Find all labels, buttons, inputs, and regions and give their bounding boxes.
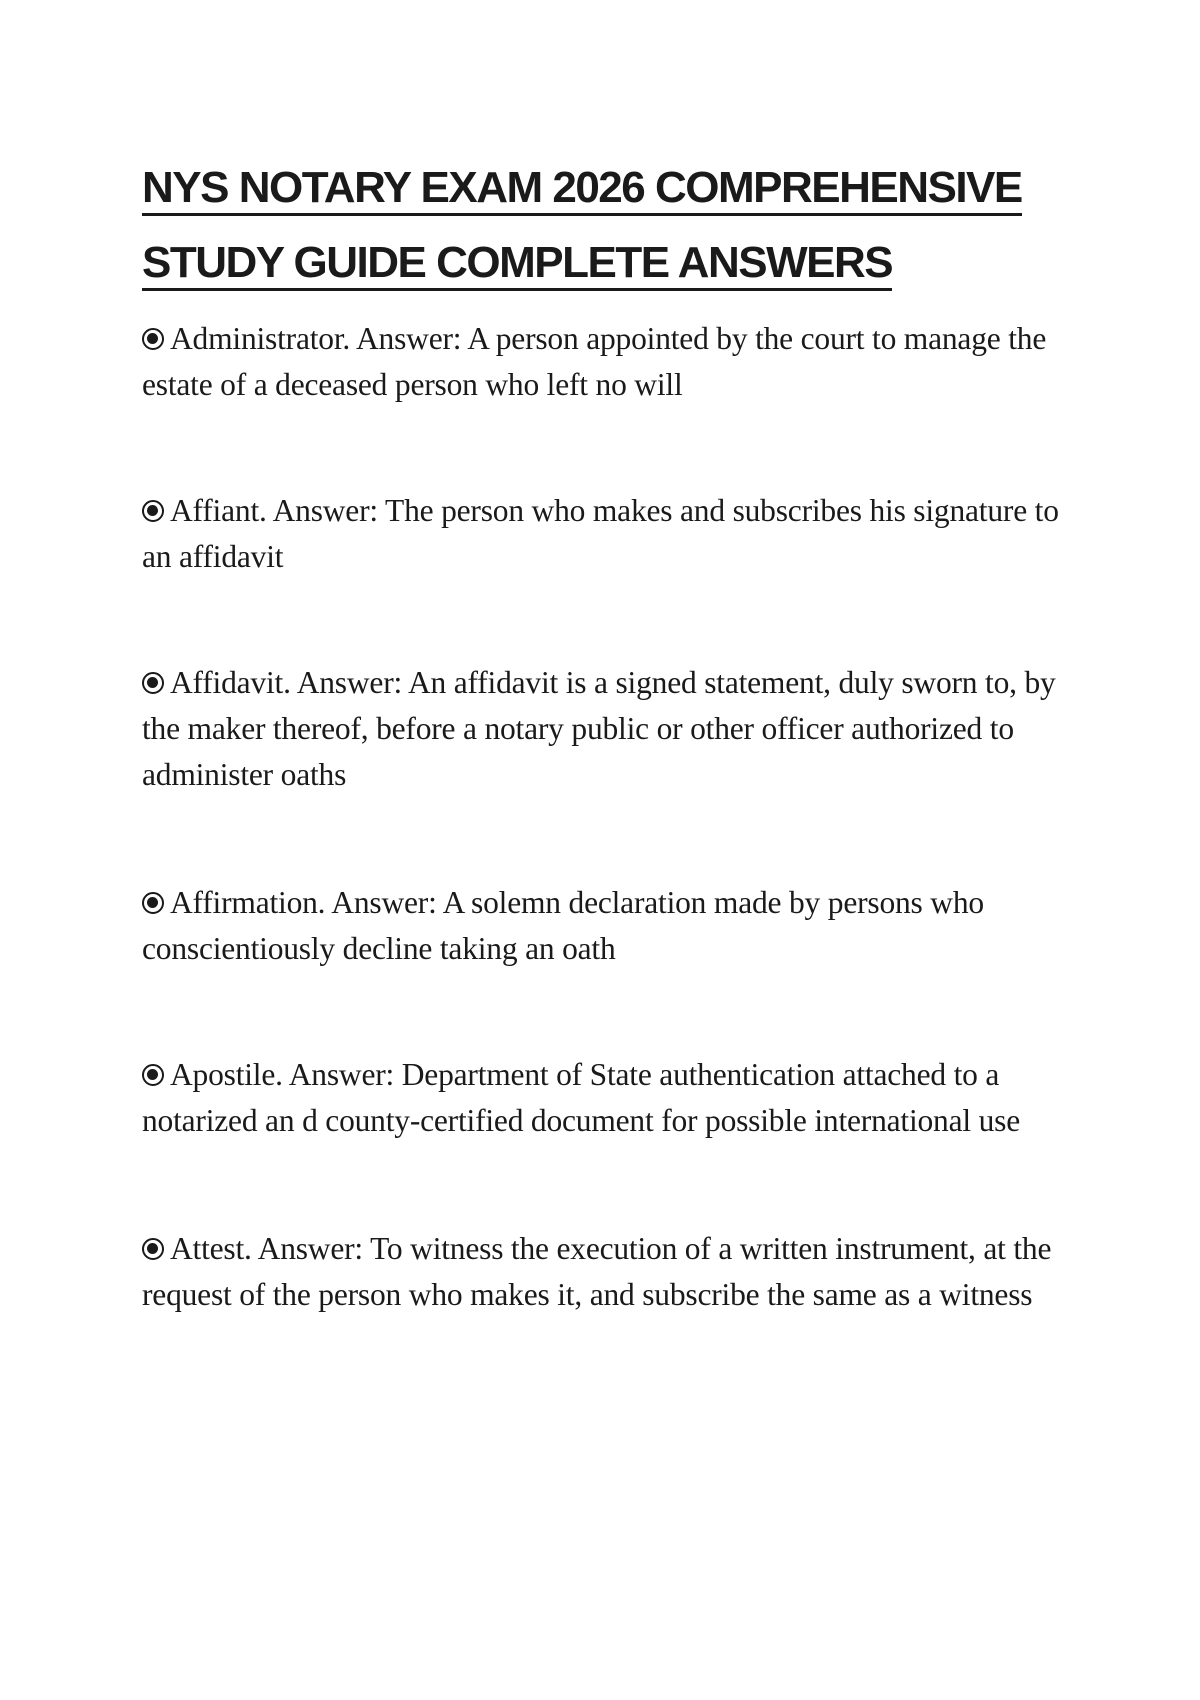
fisheye-bullet-icon <box>142 500 164 522</box>
document-title <box>142 150 1072 300</box>
title-line-2: STUDY GUIDE COMPLETE ANSWERS <box>142 225 1072 300</box>
entry-text: Administrator. Answer: A person appointed by the court to manage the estate of a deceased person who left no will <box>142 321 1047 402</box>
entry-apostile <box>142 1052 1062 1144</box>
entry-affidavit <box>142 660 1062 798</box>
fisheye-bullet-icon <box>142 328 164 350</box>
fisheye-bullet-icon <box>142 1238 164 1260</box>
entry-administrator <box>142 316 1062 408</box>
entry-affirmation <box>142 880 1062 972</box>
entry-text: Affiant. Answer: The person who makes and subscribes his signature to an affidavit <box>142 493 1059 574</box>
entry-attest <box>142 1226 1062 1318</box>
fisheye-bullet-icon <box>142 1064 164 1086</box>
entry-affiant <box>142 488 1062 580</box>
entry-text: Attest. Answer: To witness the execution of a written instrument, at the request of the person who makes it, and subscribe the same as a witness <box>142 1231 1052 1312</box>
entry-text: Affirmation. Answer: A solemn declaration made by persons who conscientiously decline taking an oath <box>142 885 984 966</box>
entry-text: Affidavit. Answer: An affidavit is a signed statement, duly sworn to, by the maker thereof, before a notary public or other officer authorized to administer oaths <box>142 665 1056 792</box>
title-line-1: NYS NOTARY EXAM 2026 COMPREHENSIVE <box>142 150 1072 225</box>
fisheye-bullet-icon <box>142 892 164 914</box>
entry-text: Apostile. Answer: Department of State authentication attached to a notarized an d county-certified document for possible international use <box>142 1057 1020 1138</box>
fisheye-bullet-icon <box>142 672 164 694</box>
